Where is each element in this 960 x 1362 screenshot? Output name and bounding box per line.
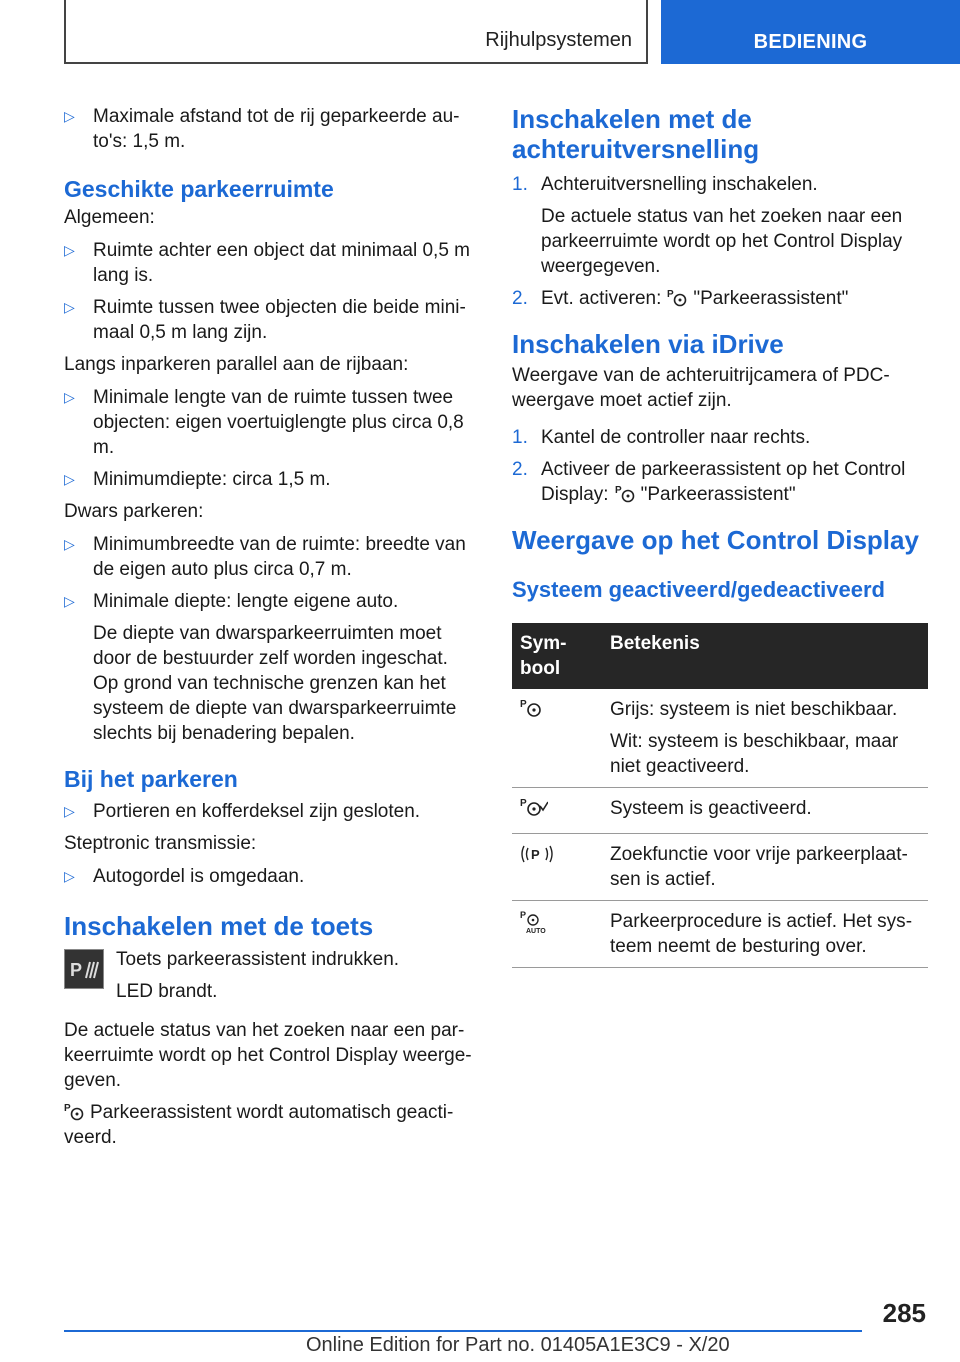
right-column [512, 104, 928, 968]
list-item: 1. Kantel de controller naar rechts. [512, 427, 811, 448]
heading-achteruitversnelling: Inschakelen met de achteruitversnelling [512, 104, 760, 164]
button-instruction: P Toets parkeerassistent indrukken. LED brandt. [64, 947, 478, 1004]
svg-text:AUTO: AUTO [526, 928, 546, 935]
triangle-bullet-icon: ▷ [64, 299, 75, 315]
triangle-bullet-icon: ▷ [64, 389, 75, 405]
paragraph: Algemeen: [64, 207, 155, 228]
park-assist-active-icon [520, 796, 548, 818]
triangle-bullet-icon: ▷ [64, 471, 75, 487]
column-header-betekenis: Betekenis [602, 623, 928, 689]
park-assist-icon [64, 1101, 84, 1121]
list-item: ▷ Minimumbreedte van de ruimte: breedte van de eigen auto plus circa 0,7 m. [64, 534, 466, 580]
column-header-symbool: Symbool [512, 623, 602, 689]
paragraph: De actuele status van het zoeken naar een parkeerruimte wordt op het Control Display weergegeven. [64, 1020, 472, 1091]
page-number: 285 [882, 1298, 926, 1328]
triangle-bullet-icon: ▷ [64, 593, 75, 609]
triangle-bullet-icon: ▷ [64, 536, 75, 552]
heading-bij-het-parkeren: Bij het parkeren [64, 766, 238, 792]
chapter-tab[interactable] [661, 0, 960, 64]
park-assist-auto-icon [520, 909, 550, 935]
list-item: ▷ Ruimte achter een object dat minimaal 0,5 m lang is. [64, 240, 471, 286]
edition-text: Online Edition for Part no. 01405A1E3C9 - X/20 [306, 1334, 730, 1356]
svg-text:P: P [667, 289, 675, 300]
triangle-bullet-icon: ▷ [64, 803, 75, 819]
svg-text:P: P [520, 699, 527, 710]
footer-divider [64, 1330, 862, 1332]
note-paragraph: De diepte van dwarsparkeerruimten moet door de bestuurder zelf worden ingeschat. Op grond van technische grenzen kan het systeem de diepte van dwarsparkeerruimte slechts bij benadering bepalen. [93, 623, 457, 744]
park-assist-icon [520, 697, 544, 719]
table-row: P AUTO Parkeerprocedure is actief. Het systeem neemt de besturing over. [512, 901, 928, 968]
left-column [64, 104, 478, 1150]
heading-weergave: Weergave op het Control Display [512, 525, 919, 555]
triangle-bullet-icon: ▷ [64, 108, 75, 124]
svg-text:P: P [531, 847, 540, 862]
list-item: ▷ Minimale lengte van de ruimte tussen twee objecten: eigen voertuiglengte plus circa 0,8 m. [64, 387, 464, 458]
list-item: ▷ Autogordel is omgedaan. [64, 866, 305, 887]
park-assist-button-icon [64, 949, 104, 989]
paragraph: Weergave van de achteruitrijcamera of PDC-weergave moet actief zijn. [512, 365, 890, 411]
note-paragraph: De actuele status van het zoeken naar een parkeerruimte wordt op het Control Display weergegeven. [541, 206, 903, 277]
svg-text:P: P [520, 910, 527, 920]
heading-idrive: Inschakelen via iDrive [512, 329, 784, 359]
svg-text:P: P [614, 485, 622, 496]
list-item: ▷ Ruimte tussen twee objecten die beide minimaal 0,5 m lang zijn. [64, 297, 466, 343]
svg-text:P: P [520, 798, 527, 809]
parking-space-search-icon [520, 842, 554, 866]
list-item: ▷ Minimumdiepte: circa 1,5 m. [64, 469, 331, 490]
table-row: P Grijs: systeem is niet beschikbaar. Wit: systeem is beschikbaar, maar niet geactiveerd. [512, 689, 928, 788]
park-assist-icon [667, 287, 687, 307]
list-item: 2. Evt. activeren: P "Parkeerassistent" [512, 288, 849, 309]
list-item: 1. Achteruitversnelling inschakelen. [512, 174, 818, 195]
svg-text:P: P [70, 960, 83, 980]
svg-text:P: P [64, 1103, 71, 1114]
paragraph: P Parkeerassistent wordt automatisch geactiveerd. [64, 1102, 454, 1148]
heading-geschikte-parkeerruimte: Geschikte parkeerruimte [64, 176, 334, 202]
table-row: P Zoekfunctie voor vrije parkeerplaatsen is actief. [512, 834, 928, 901]
header-section-box [64, 0, 648, 64]
table-row: P Systeem is geactiveerd. [512, 788, 928, 834]
chapter-tab-label: BEDIENING [753, 31, 868, 53]
list-item: ▷ Minimale diepte: lengte eigene auto. [64, 591, 399, 612]
list-item: 2. Activeer de parkeerassistent op het Control Display: P "Parkeerassistent" [512, 459, 906, 505]
paragraph: Langs inparkeren parallel aan de rijbaan: [64, 354, 409, 375]
list-item: ▷ Portieren en kofferdeksel zijn gesloten. [64, 801, 421, 822]
list-item: ▷ Maximale afstand tot de rij geparkeerde auto's: 1,5 m. [64, 106, 460, 152]
triangle-bullet-icon: ▷ [64, 242, 75, 258]
section-title: Rijhulpsystemen [485, 29, 632, 51]
paragraph: Steptronic transmissie: [64, 833, 257, 854]
symbol-table [512, 623, 928, 968]
triangle-bullet-icon: ▷ [64, 868, 75, 884]
heading-systeem: Systeem geactiveerd/gedeactiveerd [512, 577, 885, 602]
paragraph: Dwars parkeren: [64, 501, 204, 522]
table-header-row [512, 623, 928, 689]
park-assist-icon [615, 483, 635, 503]
heading-inschakelen-toets: Inschakelen met de toets [64, 911, 374, 941]
